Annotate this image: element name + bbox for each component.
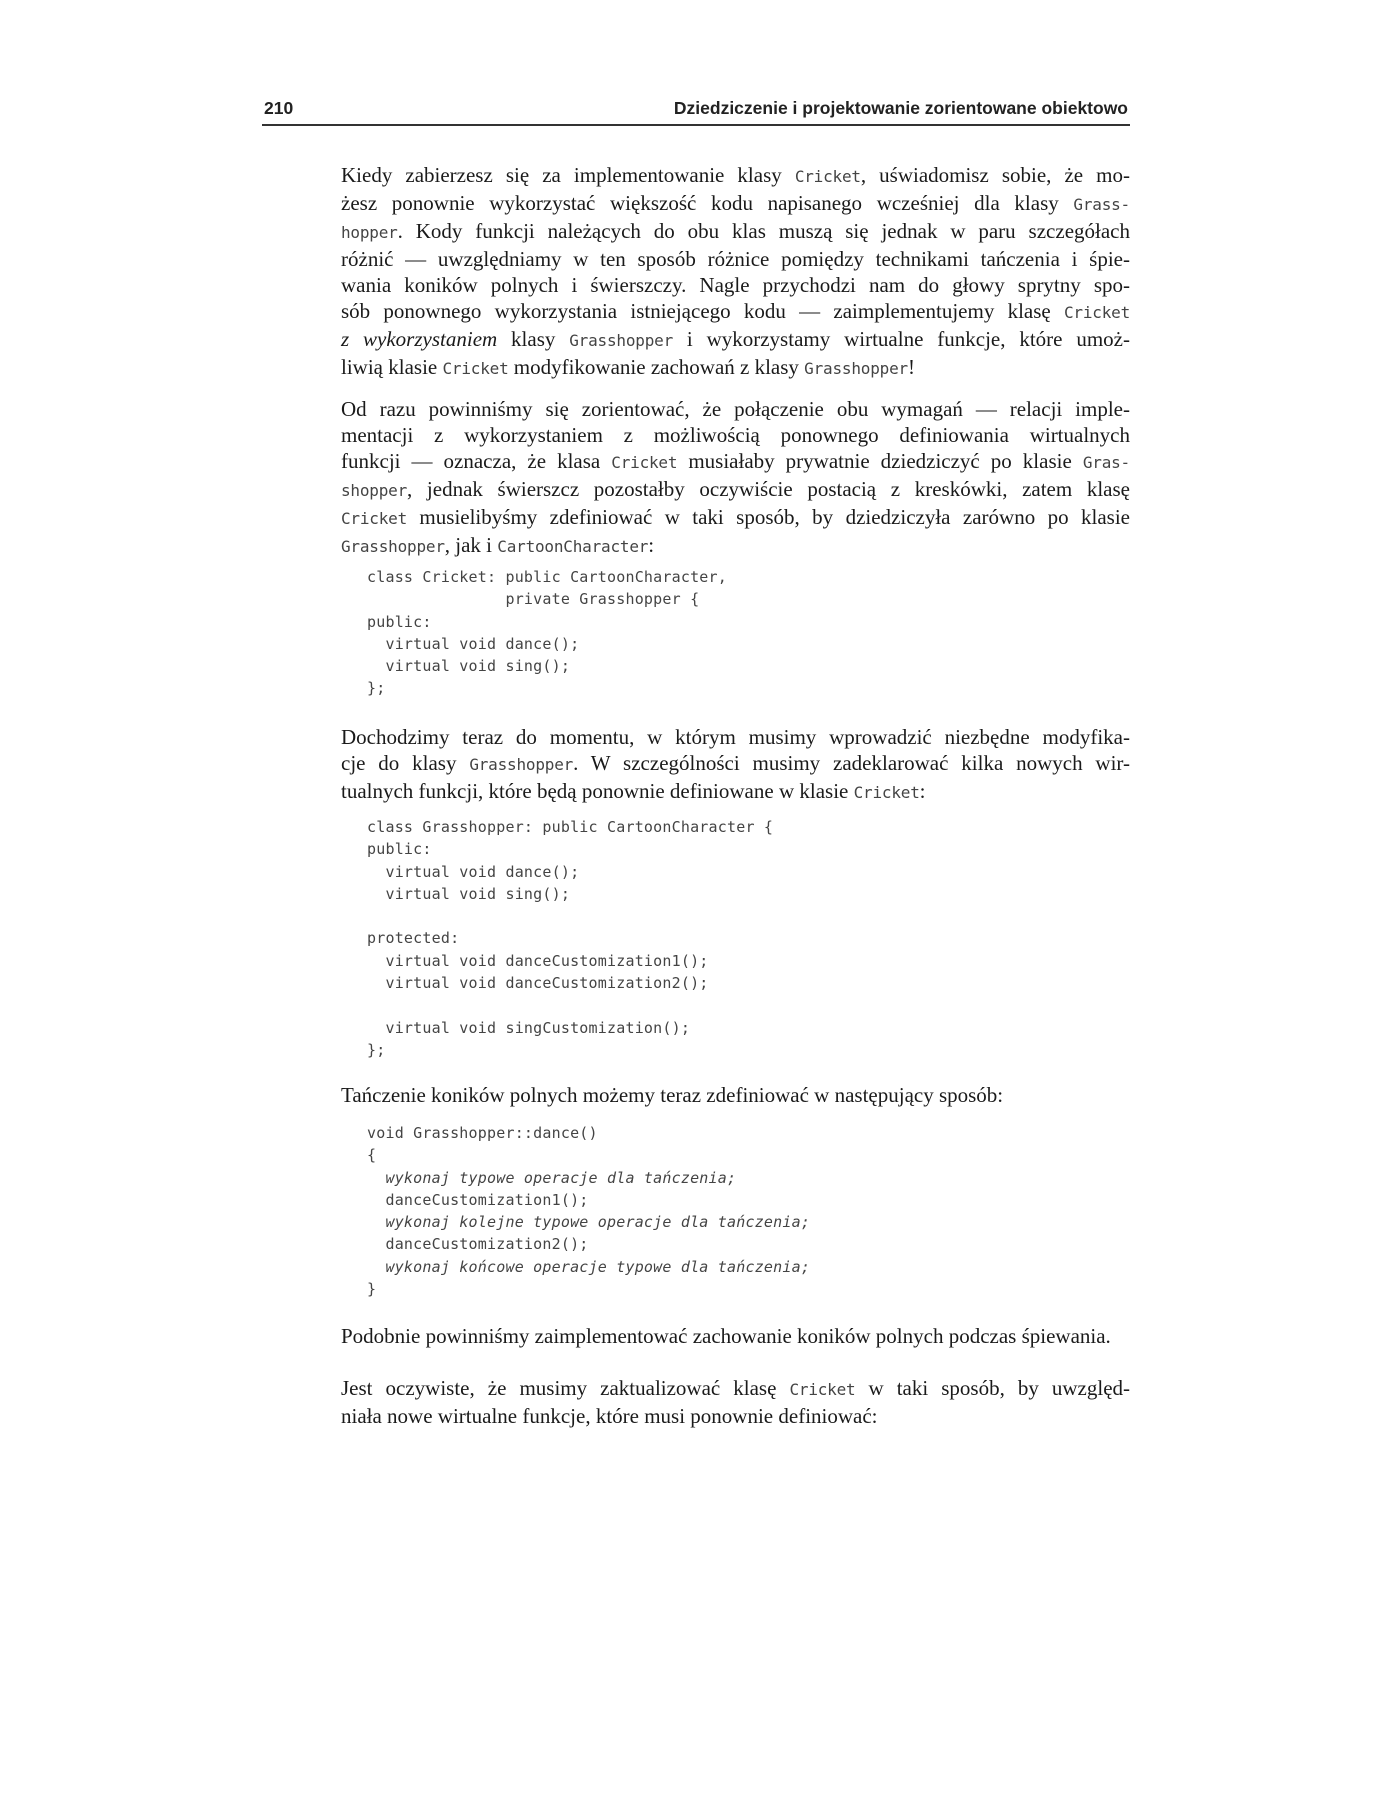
inline-code: Cricket (442, 359, 509, 378)
code-line: virtual void danceCustomization2(); (367, 974, 709, 993)
text-line: sób ponownego wykorzystania istniejącego kodu — zaimplementujemy klasę Cricket (341, 299, 1130, 323)
code-line: { (367, 1146, 377, 1165)
emphasis: z wykorzystaniem (341, 327, 498, 351)
text-line: cje do klasy Grasshopper. W szczególności musimy zadeklarować kilka nowych wir- (341, 751, 1130, 775)
text-line: tualnych funkcji, które będą ponownie definiowane w klasie Cricket: (341, 779, 926, 803)
inline-code: Grass- (1073, 195, 1130, 214)
text-line: niała nowe wirtualne funkcje, które musi ponownie definiować: (341, 1404, 878, 1428)
text-line: Podobnie powinniśmy zaimplementować zachowanie koników polnych podczas śpiewania. (341, 1324, 1111, 1348)
inline-code: CartoonCharacter (497, 537, 649, 556)
paragraph-5 (341, 1323, 1130, 1349)
code-block-dance (367, 1122, 810, 1300)
text-line: hopper. Kody funkcji należących do obu klas muszą się jednak w paru szczegółach (341, 219, 1130, 243)
code-line: virtual void dance(); (367, 634, 580, 653)
text-line: Cricket musielibyśmy zdefiniować w taki sposób, by dziedziczyła zarówno po klasie (341, 505, 1130, 529)
code-line: virtual void sing(); (367, 884, 571, 903)
code-block-cricket (367, 566, 727, 700)
code-line: virtual void sing(); (367, 657, 571, 676)
code-line: public: (367, 840, 432, 859)
code-line: protected: (367, 929, 460, 948)
inline-code: Gras- (1082, 453, 1130, 472)
code-block-grasshopper (367, 816, 773, 1061)
text-line: wania koników polnych i świerszczy. Nagle przychodzi nam do głowy sprytny spo- (341, 273, 1130, 297)
text-line: różnić — uwzględniamy w ten sposób różnice pomiędzy technikami tańczenia i śpie- (341, 247, 1130, 271)
chapter-title: Dziedziczenie i projektowanie zorientowane obiektowo (673, 98, 1128, 118)
text-line: funkcji — oznacza, że klasa Cricket musiałaby prywatnie dziedziczyć po klasie Gras- (341, 449, 1130, 473)
paragraph-3 (341, 724, 1130, 806)
text-line: Grasshopper, jak i CartoonCharacter: (341, 533, 655, 557)
inline-code: Grasshopper (569, 331, 674, 350)
code-line (367, 905, 773, 927)
text-line: Dochodzimy teraz do momentu, w którym musimy wprowadzić niezbędne modyfika- (341, 725, 1130, 749)
code-line: danceCustomization1(); (367, 1190, 589, 1209)
inline-code: Cricket (341, 509, 408, 528)
code-comment-line: wykonaj typowe operacje dla tańczenia; (367, 1168, 737, 1187)
paragraph-4 (341, 1082, 1130, 1108)
running-head (262, 98, 1130, 126)
inline-code: Cricket (789, 1380, 856, 1399)
code-line: virtual void singCustomization(); (367, 1018, 691, 1037)
code-line (367, 994, 773, 1016)
text-line: mentacji z wykorzystaniem z możliwością ponownego definiowania wirtualnych (341, 423, 1130, 447)
code-line: danceCustomization2(); (367, 1235, 589, 1254)
paragraph-1 (341, 162, 1130, 382)
code-line: }; (367, 1040, 386, 1059)
inline-code: Cricket (794, 167, 861, 186)
text-line: z wykorzystaniem klasy Grasshopper i wykorzystamy wirtualne funkcje, które umoż- (341, 327, 1130, 351)
inline-code: Cricket (1063, 303, 1130, 322)
inline-code: Grasshopper (341, 537, 445, 556)
code-comment-line: wykonaj kolejne typowe operacje dla tańczenia; (367, 1213, 811, 1232)
inline-code: shopper (341, 481, 408, 500)
inline-code: Cricket (611, 453, 678, 472)
text-line: Kiedy zabierzesz się za implementowanie klasy Cricket, uświadomisz sobie, że mo- (341, 163, 1131, 187)
paragraph-2 (341, 396, 1130, 560)
code-line: private Grasshopper { (367, 590, 700, 609)
text-line: żesz ponownie wykorzystać większość kodu napisanego wcześniej dla klasy Grass- (341, 191, 1130, 215)
code-line: virtual void danceCustomization1(); (367, 951, 709, 970)
text-line: liwią klasie Cricket modyfikowanie zachowań z klasy Grasshopper! (341, 355, 915, 379)
code-line: public: (367, 612, 432, 631)
code-line: void Grasshopper::dance() (367, 1124, 598, 1142)
code-line: class Cricket: public CartoonCharacter, (367, 568, 727, 586)
text-line: Od razu powinniśmy się zorientować, że połączenie obu wymagań — relacji imple- (341, 397, 1130, 421)
page-number: 210 (264, 98, 294, 118)
inline-code: Grasshopper (804, 359, 908, 378)
text-line: Tańczenie koników polnych możemy teraz zdefiniować w następujący sposób: (341, 1083, 1004, 1107)
paragraph-6 (341, 1375, 1130, 1429)
inline-code: Cricket (853, 783, 920, 802)
code-comment-line: wykonaj końcowe operacje typowe dla tańczenia; (367, 1257, 811, 1276)
text-line: Jest oczywiste, że musimy zaktualizować klasę Cricket w taki sposób, by uwzględ- (341, 1376, 1131, 1400)
code-line: } (367, 1280, 377, 1299)
code-line: }; (367, 679, 386, 698)
text-line: shopper, jednak świerszcz pozostałby oczywiście postacią z kreskówki, zatem klasę (341, 477, 1130, 501)
code-line: virtual void dance(); (367, 862, 580, 881)
code-line: class Grasshopper: public CartoonCharacter { (367, 818, 774, 836)
inline-code: Grasshopper (469, 755, 574, 774)
inline-code: hopper (341, 223, 398, 242)
